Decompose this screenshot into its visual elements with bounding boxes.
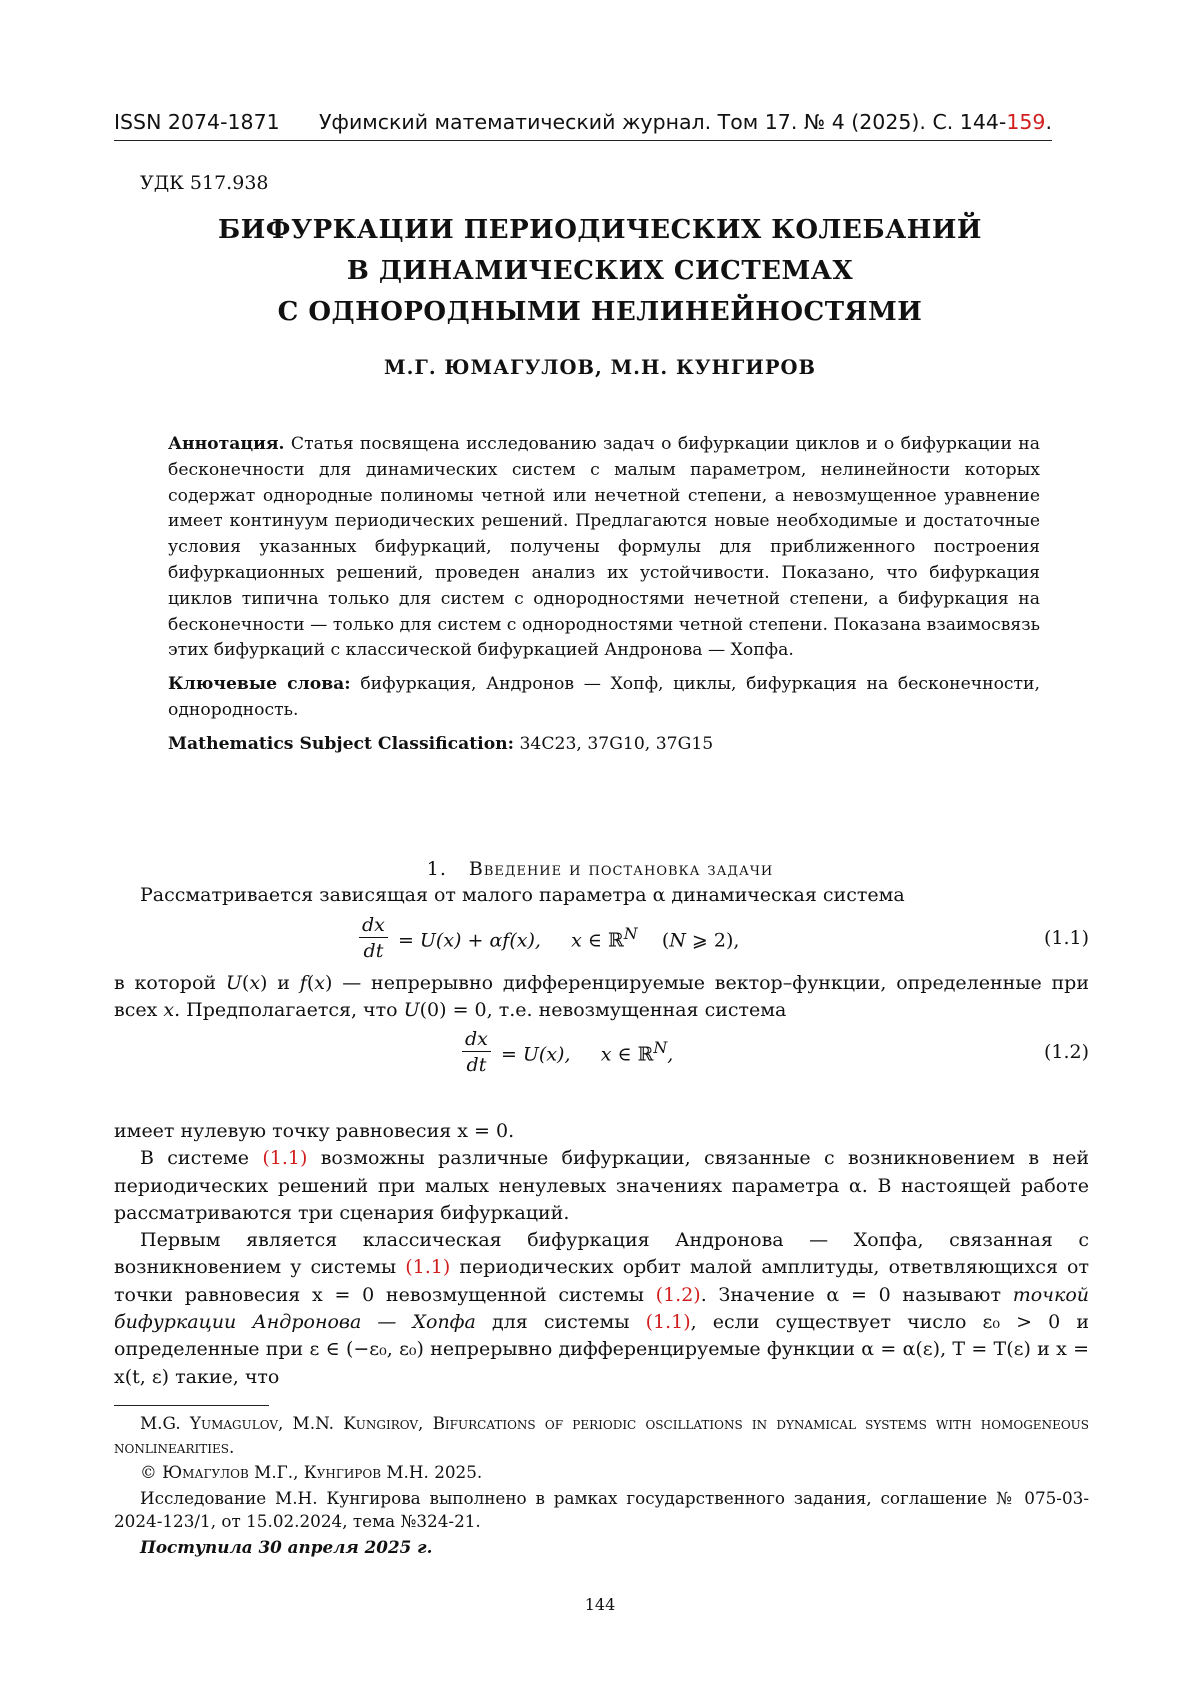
equation-body: $\frac{dx}{dt}$ = U(x), x ∈ ℝ$^N$, [462,1024,673,1080]
equation-1-1 [114,910,1089,966]
equation-tag: (1.2) [1043,1041,1089,1063]
paragraph-text: имеет нулевую точку равновесия x = 0. [114,1120,515,1142]
abstract-text: Статья посвящена исследованию задач о бифуркации циклов и о бифуркации на бесконечности для динамических систем с малым параметром, нелинейности которых содержат однородные полиномы четной или нечетной степени, а невозмущенное уравнение имеет континуум периодических решений. Предлагаются новые необходимые и достаточные условия указанных бифуркаций, получены формулы для приближенного построения бифуркационных решений, проведен анализ их устойчивости. Показано, что бифуркация циклов типична только для систем с однородностями нечетной степени, а бифуркация на бесконечности — только для систем с однородностями четной степени. Показана взаимосвязь этих бифуркаций с классической бифуркацией Андронова — Хопфа. [168,434,1040,661]
funding-note: Исследование М.Н. Кунгирова выполнено в рамках государственного задания, соглашение № 075-03-2024-123/1, от 15.02.2024, тема №324-21. [114,1487,1089,1531]
header-rule [114,140,1052,141]
paragraph-text: Рассматривается зависящая от малого параметра α динамическая система [140,884,905,906]
issn: ISSN 2074-1871 [114,110,280,134]
equation-tag: (1.1) [1043,927,1089,949]
paragraph-text: В системе (1.1) возможны различные бифуркации, связанные с возникновением в ней периодических решений при малых ненулевых значениях параметра α. В настоящей работе рассматриваются три сценария бифуркаций. [114,1147,1089,1224]
msc [168,732,1040,758]
keywords-label: Ключевые слова: [168,674,351,695]
equation-ref-link[interactable]: (1.2) [655,1283,701,1306]
paragraph-text: Первым является классическая бифуркация Андронова — Хопфа, связанная с возникновением у системы (1.1) периодических орбит малой амплитуды, ответвляющихся от точки равновесия x = 0 невозмущенной системы (1.2). Значение α = 0 называют точкой бифуркации Андронова — Хопфа для системы (1.1), если существует число ε₀ > 0 и определенные при ε ∈ (−ε₀, ε₀) непрерывно дифференцируемые функции α = α(ε), T = T(ε) и x = x(t, ε) такие, что [114,1229,1089,1388]
msc-codes: 34C23, 37G10, 37G15 [519,733,714,754]
paragraph [114,970,1089,1025]
abstract-label: Аннотация. [168,434,285,454]
last-page-link[interactable]: 159 [1006,110,1046,134]
section-heading [120,858,1080,880]
footnote-rule [114,1405,269,1406]
english-title-footnote: M.G. Yumagulov, M.N. Kungirov, Bifurcations of periodic oscillations in dynamical systems with homogeneous nonlinearities. [114,1413,1089,1457]
paragraph [114,1118,1089,1391]
received-date: Поступила 30 апреля 2025 г. [140,1536,433,1557]
keywords [168,672,1040,724]
authors: М.Г. ЮМАГУЛОВ, М.Н. КУНГИРОВ [384,356,816,379]
equation-ref-link[interactable]: (1.1) [645,1311,691,1334]
paragraph [114,882,1089,909]
keywords-text: бифуркация, Андронов — Хопф, циклы, бифуркация на бесконечности, однородность. [168,674,1040,720]
copyright: © Юмагулов М.Г., Кунгиров М.Н. 2025. [140,1462,483,1482]
abstract [168,432,1040,664]
msc-label: Mathematics Subject Classification: [168,733,515,754]
equation-body: $\frac{dx}{dt}$ = U(x) + αf(x), x ∈ ℝ$^N$ (N ⩾ 2), [359,910,739,966]
equation-ref-link[interactable]: (1.1) [405,1256,451,1279]
paper-title [120,210,1080,333]
paragraph-text: в которой U(x) и f(x) — непрерывно дифференцируемые вектор–функции, определенные при всех x. Предполагается, что U(0) = 0, т.е. невозмущенная система [114,972,1089,1022]
udc-code: УДК 517.938 [140,172,269,194]
abstract-block [168,432,1040,766]
title-line: В ДИНАМИЧЕСКИХ СИСТЕМАХ [346,256,854,286]
footnotes [114,1412,1089,1561]
journal-citation: Уфимский математический журнал. Том 17. № 4 (2025). С. 144-159. [318,110,1052,134]
running-header [114,110,1052,134]
equation-ref-link[interactable]: (1.1) [262,1147,308,1170]
title-line: БИФУРКАЦИИ ПЕРИОДИЧЕСКИХ КОЛЕБАНИЙ [218,215,982,245]
section-number: 1. [426,858,447,880]
page-number: 144 [584,1595,616,1614]
section-title: Введение и постановка задачи [468,858,774,880]
equation-1-2 [114,1024,1089,1080]
title-line: С ОДНОРОДНЫМИ НЕЛИНЕЙНОСТЯМИ [277,297,923,327]
